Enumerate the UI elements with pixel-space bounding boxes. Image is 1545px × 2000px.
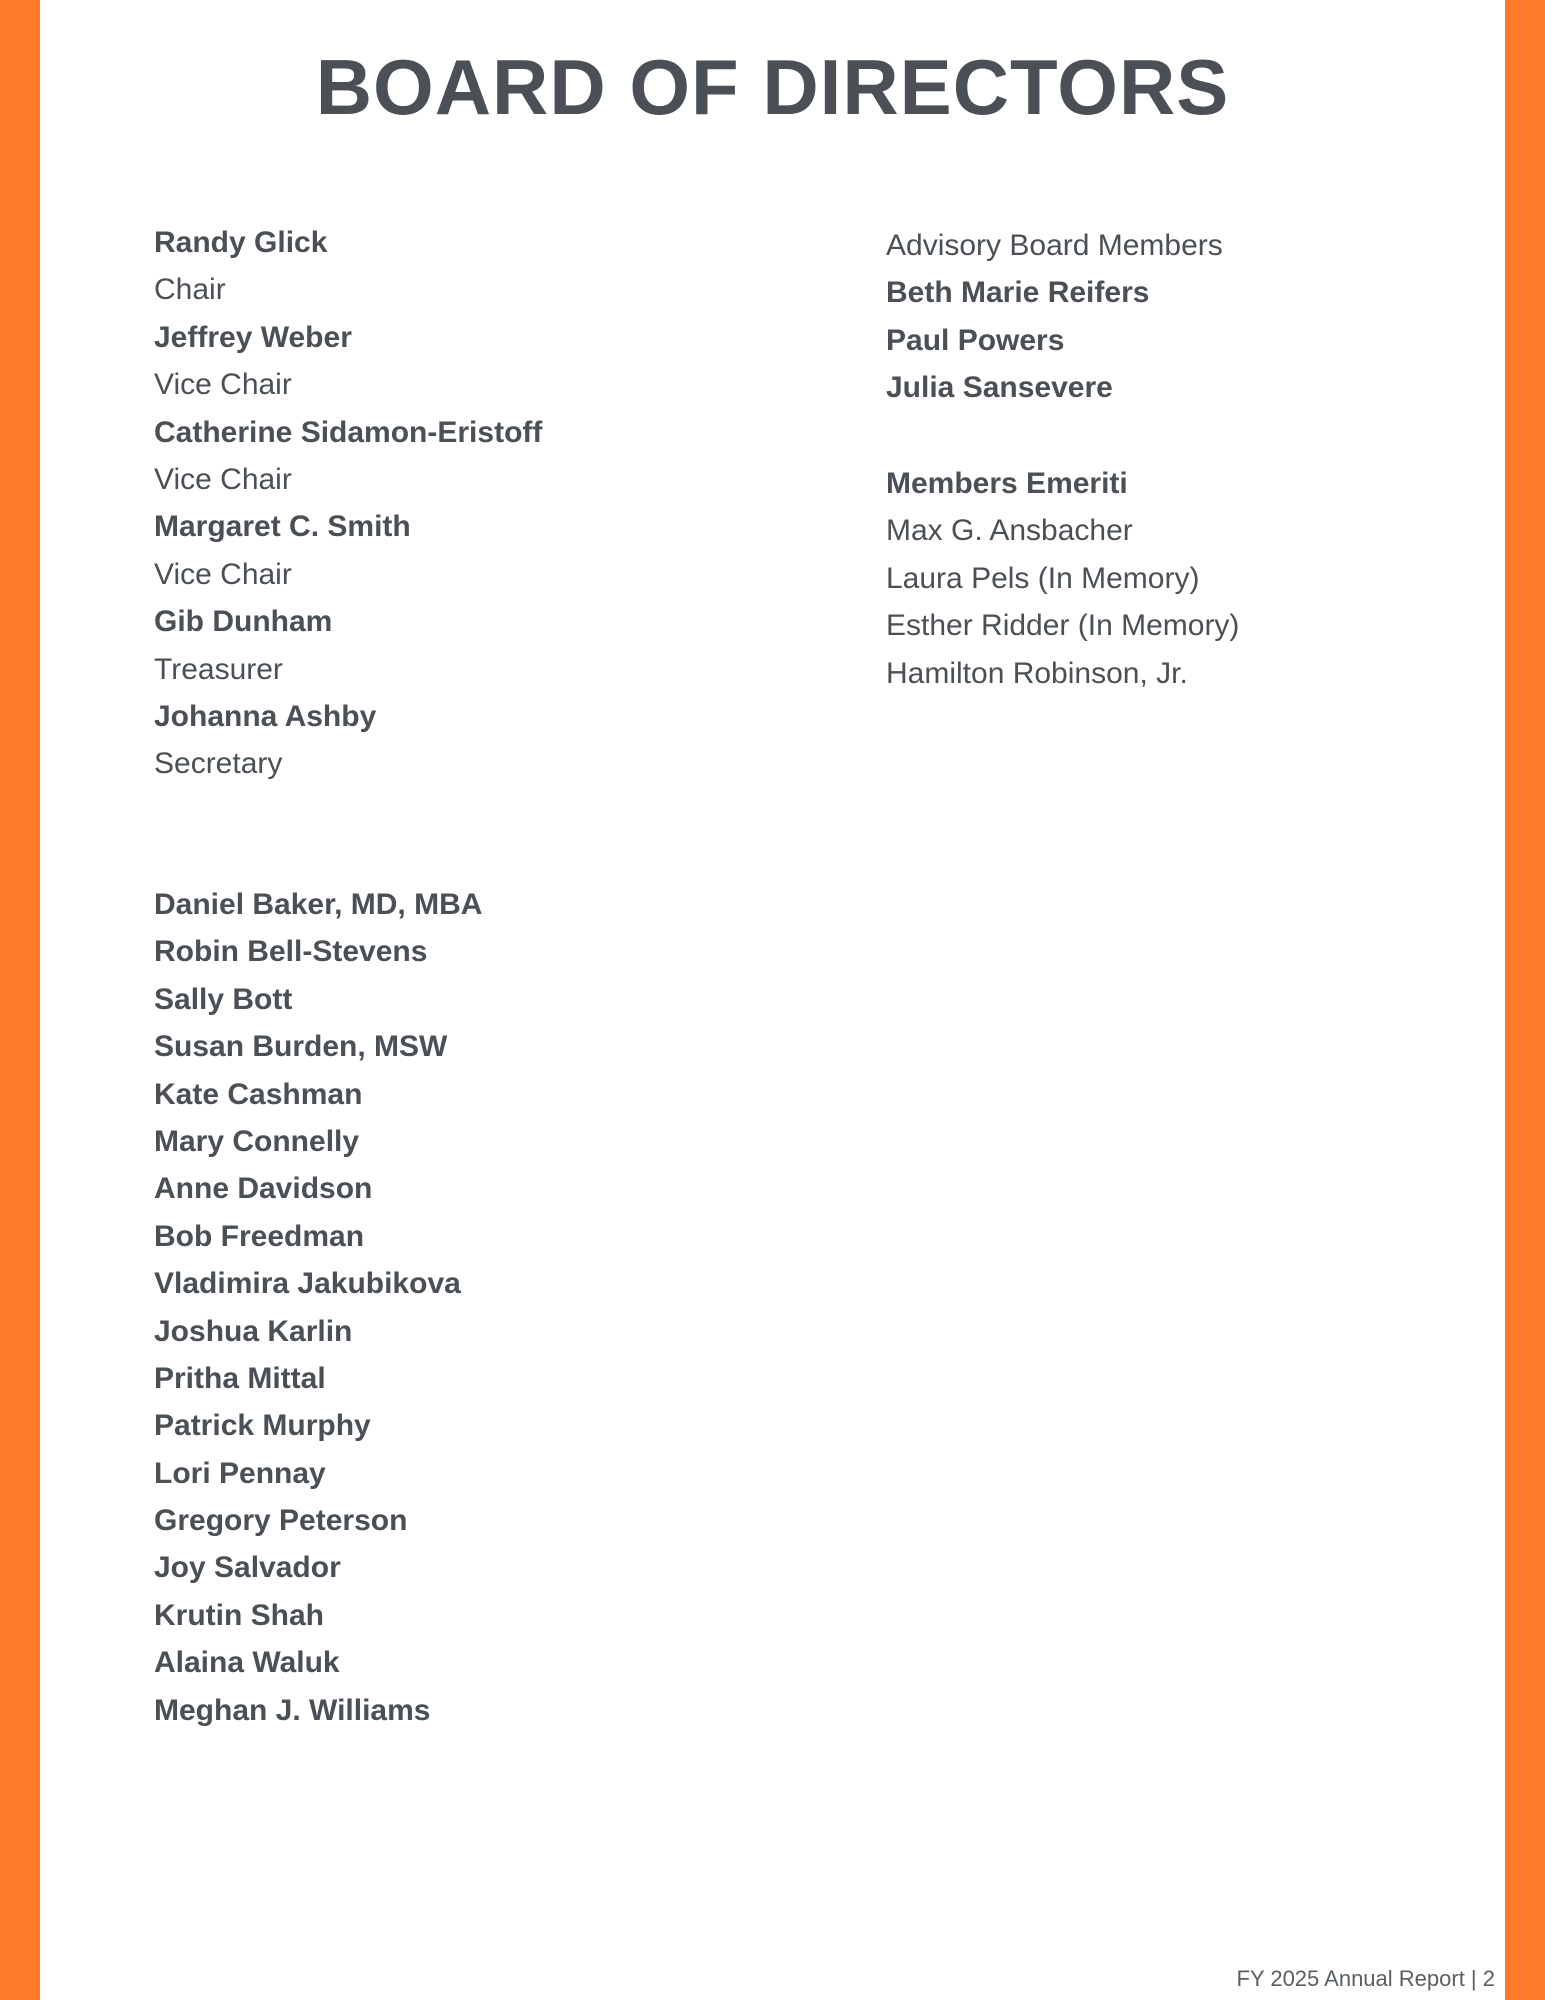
board-member: Joy Salvador <box>154 1551 341 1585</box>
officer-name: Gib Dunham <box>154 605 333 639</box>
board-member: Patrick Murphy <box>154 1409 371 1443</box>
emeriti-member: Max G. Ansbacher <box>886 514 1133 548</box>
page-title: BOARD OF DIRECTORS <box>315 43 1230 131</box>
advisory-board-list <box>886 222 1223 412</box>
officer-name: Johanna Ashby <box>154 699 377 733</box>
board-member: Gregory Peterson <box>154 1504 408 1538</box>
board-members-list <box>154 881 482 1734</box>
emeriti-heading: Members Emeriti <box>886 467 1128 500</box>
advisory-member: Paul Powers <box>886 323 1065 357</box>
board-member: Pritha Mittal <box>154 1361 326 1395</box>
advisory-heading: Advisory Board Members <box>886 229 1223 262</box>
emeriti-member: Esther Ridder (In Memory) <box>886 609 1240 643</box>
advisory-member: Beth Marie Reifers <box>886 276 1150 310</box>
board-member: Meghan J. Williams <box>154 1693 431 1727</box>
board-member: Sally Bott <box>154 982 293 1016</box>
officer-role: Chair <box>154 273 226 307</box>
officer-role: Secretary <box>154 747 283 781</box>
advisory-member: Julia Sansevere <box>886 371 1113 405</box>
board-member: Robin Bell-Stevens <box>154 935 428 969</box>
officer-name: Randy Glick <box>154 226 328 259</box>
board-member: Bob Freedman <box>154 1219 365 1253</box>
officer-name: Catherine Sidamon-Eristoff <box>154 415 543 449</box>
officer-role: Treasurer <box>154 652 283 686</box>
officers-list <box>154 219 542 788</box>
board-member: Alaina Waluk <box>154 1646 340 1680</box>
emeriti-member: Laura Pels (In Memory) <box>886 561 1200 595</box>
board-member: Anne Davidson <box>154 1172 373 1206</box>
board-member: Daniel Baker, MD, MBA <box>154 888 483 921</box>
officer-role: Vice Chair <box>154 462 292 496</box>
board-member: Joshua Karlin <box>154 1314 353 1348</box>
officer-name: Margaret C. Smith <box>154 510 411 544</box>
left-accent-bar <box>0 0 40 2000</box>
board-member: Kate Cashman <box>154 1077 363 1111</box>
officer-name: Jeffrey Weber <box>154 320 352 354</box>
officer-role: Vice Chair <box>154 368 292 402</box>
board-member: Vladimira Jakubikova <box>154 1267 461 1301</box>
members-emeriti-list <box>886 460 1239 697</box>
page-footer: FY 2025 Annual Report | 2 <box>1236 1966 1495 1991</box>
right-accent-bar <box>1505 0 1545 2000</box>
officer-role: Vice Chair <box>154 557 292 591</box>
emeriti-member: Hamilton Robinson, Jr. <box>886 656 1188 690</box>
board-member: Krutin Shah <box>154 1598 324 1632</box>
board-member: Susan Burden, MSW <box>154 1030 448 1064</box>
board-member: Mary Connelly <box>154 1124 360 1158</box>
board-member: Lori Pennay <box>154 1456 326 1490</box>
